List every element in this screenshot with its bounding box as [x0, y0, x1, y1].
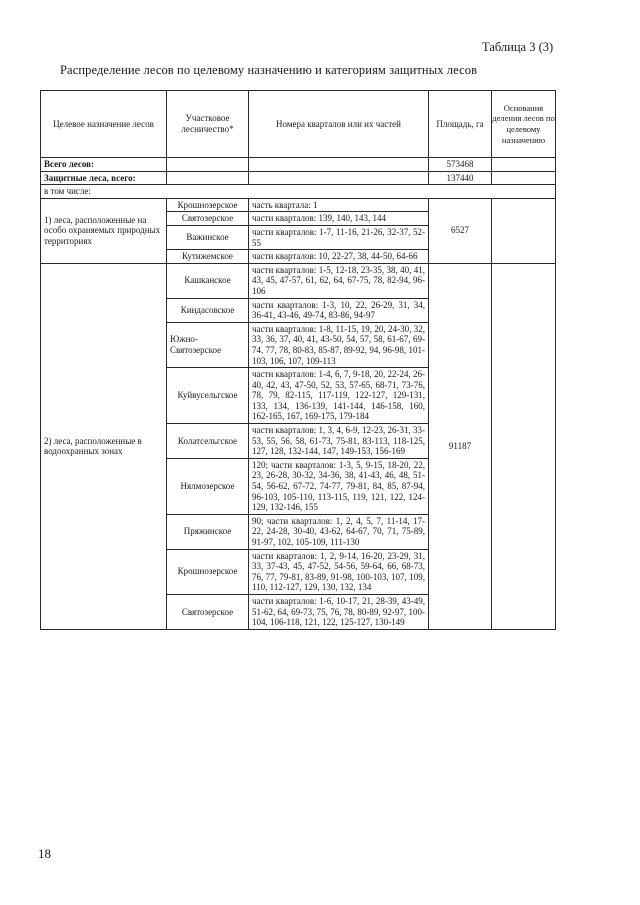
district-name: Южно-Святозерское — [167, 322, 249, 367]
block-numbers: 90; части кварталов: 1, 2, 4, 5, 7, 11-14, 17-22, 24-28, 30-40, 43-62, 64-67, 70, 71, 75-89, 91-97, 102, 105-109, 111-130 — [249, 514, 429, 549]
group-basis — [492, 263, 556, 629]
district-name: Крошнозерское — [167, 549, 249, 594]
empty-cell — [249, 158, 429, 172]
district-name: Святозерское — [167, 594, 249, 629]
group-basis — [492, 198, 556, 263]
block-numbers: часть квартала: 1 — [249, 198, 429, 212]
page-number: 18 — [38, 846, 51, 861]
forest-distribution-table — [40, 90, 556, 630]
district-name: Колатсельгское — [167, 424, 249, 459]
empty-cell — [249, 171, 429, 185]
column-header-basis: Основания деления лесов по целевому назначению — [492, 91, 556, 158]
table-caption: Распределение лесов по целевому назначению и категориям защитных лесов — [60, 63, 478, 77]
table-row — [41, 263, 556, 298]
table-label: Таблица 3 (3) — [482, 40, 554, 54]
protective-forests-label: Защитные леса, всего: — [41, 171, 167, 185]
group-area: 91187 — [429, 263, 492, 629]
block-numbers: части кварталов: 1-7, 11-16, 21-26, 32-37, 52-55 — [249, 225, 429, 249]
district-name: Кашканское — [167, 263, 249, 298]
column-header-area: Площадь, га — [429, 91, 492, 158]
district-name: Пряжинское — [167, 514, 249, 549]
district-name: Кутижемское — [167, 250, 249, 264]
column-header-district: Участковое лесничество* — [167, 91, 249, 158]
group-purpose: 2) леса, расположенные в водоохранных зонах — [41, 263, 167, 629]
table-row — [41, 198, 556, 212]
district-name: Куйвусельгское — [167, 368, 249, 424]
group-area: 6527 — [429, 198, 492, 263]
district-name: Важинское — [167, 225, 249, 249]
including-label: в том числе: — [41, 185, 556, 199]
column-header-blocks: Номера кварталов или их частей — [249, 91, 429, 158]
block-numbers: части кварталов: 1-3, 10, 22, 26-29, 31, 34, 36-41, 43-46, 49-74, 83-86, 94-97 — [249, 298, 429, 322]
empty-cell — [492, 171, 556, 185]
total-forests-label: Всего лесов: — [41, 158, 167, 172]
block-numbers: части кварталов: 139, 140, 143, 144 — [249, 212, 429, 226]
block-numbers: 120; части кварталов: 1-3, 5, 9-15, 18-20, 22, 23, 26-28, 30-32, 34-36, 38, 41-43, 46, 48, 51-54, 56-62, 67-72, 74-77, 79-81, 84, 85, 87-94, 96-103, 105-110, 113-115, 119, 121, 122, 124-129, 132-146, 155 — [249, 458, 429, 514]
group-purpose: 1) леса, расположенные на особо охраняемых природных территориях — [41, 198, 167, 263]
table-header-row — [41, 91, 556, 158]
protective-forests-value: 137440 — [429, 171, 492, 185]
empty-cell — [167, 158, 249, 172]
block-numbers: части кварталов: 1-4, 6, 7, 9-18, 20, 22-24, 26-40, 42, 43, 47-50, 52, 53, 57-65, 68-71, 73-76, 78, 79, 82-115, 117-119, 122-127, 129-131, 133, 134, 136-139, 141-144, 146-158, 160, 162-165, 167, 169-175, 179-184 — [249, 368, 429, 424]
including-row — [41, 185, 556, 199]
district-name: Крошнозерское — [167, 198, 249, 212]
column-header-purpose: Целевое назначение лесов — [41, 91, 167, 158]
block-numbers: части кварталов: 1, 3, 4, 6-9, 12-23, 26-31, 33-53, 55, 56, 58, 61-73, 75-81, 83-113, 118-125, 127, 128, 132-144, 147, 149-153, 156-169 — [249, 424, 429, 459]
district-name: Святозерское — [167, 212, 249, 226]
empty-cell — [492, 158, 556, 172]
block-numbers: части кварталов: 1, 2, 9-14, 16-20, 23-29, 31, 33, 37-43, 45, 47-52, 54-56, 59-64, 66, 68-73, 76, 77, 79-81, 83-89, 91-98, 100-103, 107, 109, 110, 112-127, 129, 130, 132, 134 — [249, 549, 429, 594]
block-numbers: части кварталов: 1-8, 11-15, 19, 20, 24-30, 32, 33, 36, 37, 40, 41, 43-50, 54, 57, 58, 61-67, 69-74, 77, 78, 80-83, 85-87, 89-92, 94, 96-98, 101-103, 106, 107, 109-113 — [249, 322, 429, 367]
total-forests-value: 573468 — [429, 158, 492, 172]
block-numbers: части кварталов: 1-6, 10-17, 21, 28-39, 43-49, 51-62, 64, 69-73, 75, 76, 78, 80-89, 92-97, 100-104, 106-118, 121, 122, 125-127, 130-149 — [249, 594, 429, 629]
district-name: Киндасовское — [167, 298, 249, 322]
block-numbers: части кварталов: 1-5, 12-18, 23-35, 38, 40, 41, 43, 45, 47-57, 61, 62, 64, 67-75, 78, 82-94, 96-106 — [249, 263, 429, 298]
empty-cell — [167, 171, 249, 185]
block-numbers: части кварталов: 10, 22-27, 38, 44-50, 64-66 — [249, 250, 429, 264]
total-forests-row — [41, 158, 556, 172]
protective-forests-row — [41, 171, 556, 185]
district-name: Нялмозерское — [167, 458, 249, 514]
